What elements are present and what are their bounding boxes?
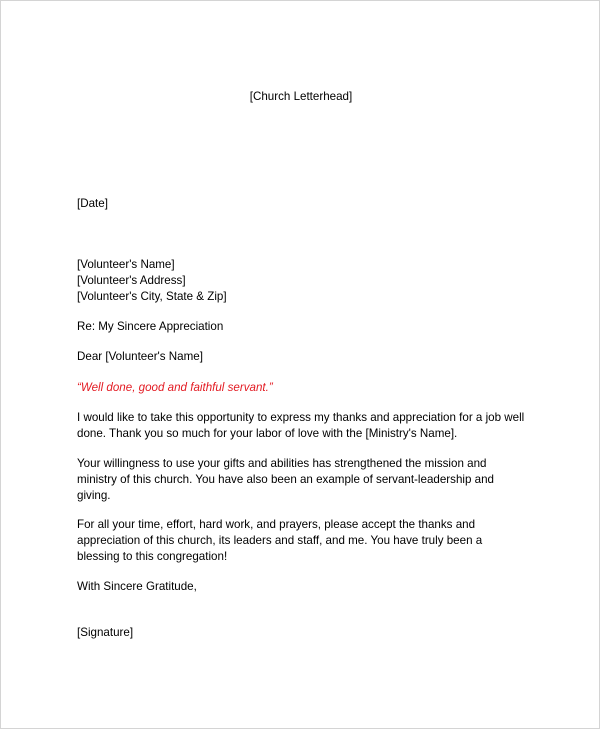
paragraph-line: ministry of this church. You have also been an example of servant-leadership and	[77, 473, 494, 486]
recipient-name: [Volunteer's Name]	[77, 258, 175, 271]
salutation: Dear [Volunteer's Name]	[77, 350, 203, 363]
paragraph-line: blessing to this congregation!	[77, 550, 228, 563]
recipient-address: [Volunteer's Address]	[77, 274, 186, 287]
paragraph-line: For all your time, effort, hard work, and prayers, please accept the thanks and	[77, 518, 476, 531]
closing: With Sincere Gratitude,	[77, 580, 197, 593]
scripture-quote: “Well done, good and faithful servant.”	[77, 381, 273, 394]
letterhead: [Church Letterhead]	[249, 90, 353, 103]
signature-placeholder: [Signature]	[77, 626, 134, 639]
subject-line: Re: My Sincere Appreciation	[77, 320, 224, 333]
paragraph-line: giving.	[77, 489, 111, 502]
paragraph-line: Your willingness to use your gifts and abilities has strengthened the mission and	[77, 457, 487, 470]
recipient-city-state-zip: [Volunteer's City, State & Zip]	[77, 290, 227, 303]
paragraph-line: I would like to take this opportunity to express my thanks and appreciation for a job well	[77, 411, 525, 424]
paragraph-line: done. Thank you so much for your labor of love with the [Ministry's Name].	[77, 427, 458, 440]
paragraph-line: appreciation of this church, its leaders and staff, and me. You have truly been a	[77, 534, 483, 547]
date-line: [Date]	[77, 197, 108, 210]
